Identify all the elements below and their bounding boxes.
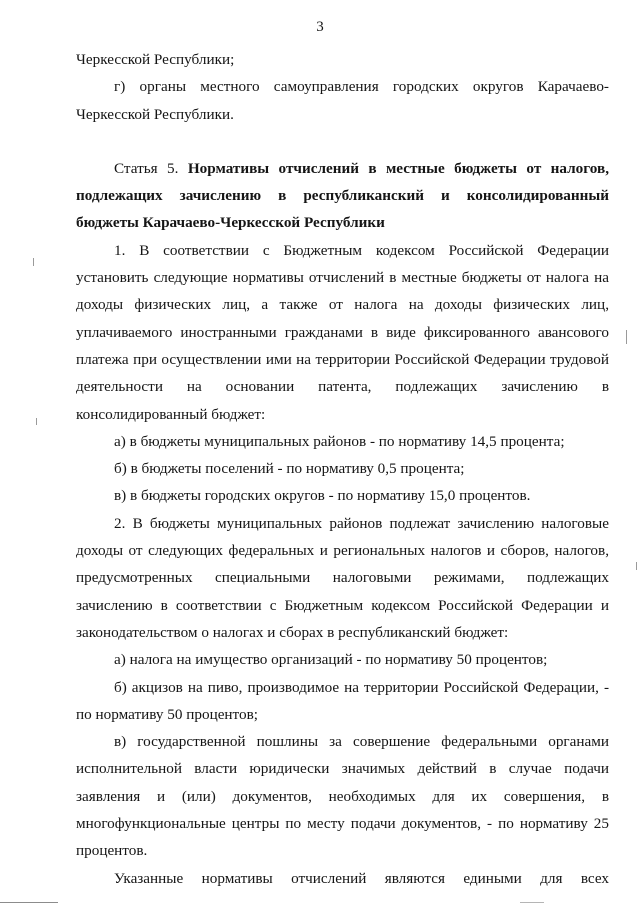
scan-mark <box>36 418 37 425</box>
paragraph-1: Черкесской Республики; <box>76 51 235 68</box>
paragraph-3: 1. В соответствии с Бюджетным кодексом Российской Федерации установить следующие нормативы отчислений в местные бюджеты от налога на доходы физических лиц, а также от налога на доходы физических лиц, уплачиваемого иностранными гражданами в виде фиксированного авансового платежа при осуществлении ими на территории Российской Федерации трудовой деятельности на основании патента, подлежащих зачислению в консолидированный бюджет: <box>76 241 609 423</box>
paragraph-5: б) в бюджеты поселений - по нормативу 0,5 процента; <box>114 460 465 478</box>
paragraph-8: а) налога на имущество организаций - по нормативу 50 процентов; <box>114 651 548 669</box>
paragraph-6: в) в бюджеты городских округов - по нормативу 15,0 процентов. <box>114 487 531 505</box>
scan-mark <box>626 338 627 344</box>
blank-line <box>76 128 609 155</box>
page-body <box>76 46 609 892</box>
article-prefix: Статья 5. <box>114 159 179 177</box>
paragraph-10: в) государственной пошлины за совершение федеральными органами исполнительной власти юридически значимых действий в случае подачи заявления и (или) документов, необходимых для их совершения, в многофункциональные центры по месту подачи документов, - по нормативу 25 процентов. <box>76 733 609 860</box>
article-title: Нормативы отчислений в местные бюджеты от налогов, подлежащих зачислению в республиканский и консолидированный бюджеты Карачаево-Черкесской Республики <box>76 159 609 232</box>
scan-edge-dash <box>520 902 544 903</box>
scan-mark <box>636 562 637 570</box>
paragraph-7: 2. В бюджеты муниципальных районов подлежат зачислению налоговые доходы от следующих федеральных и региональных налогов и сборов, налогов, предусмотренных специальными налоговыми режимами, подлежащих зачислению в соответствии с Бюджетным кодексом Российской Федерации и законодательством о налогах и сборах в республиканский бюджет: <box>76 514 609 641</box>
scan-edge-line <box>0 902 58 903</box>
page-number: 3 <box>316 19 324 35</box>
paragraph-4: а) в бюджеты муниципальных районов - по нормативу 14,5 процента; <box>114 432 565 450</box>
paragraph-11: Указанные нормативы отчислений являются едиными для всех <box>114 869 609 887</box>
scan-mark <box>33 258 34 266</box>
paragraph-9: б) акцизов на пиво, производимое на территории Российской Федерации, - по нормативу 50 процентов; <box>76 678 609 723</box>
article-heading <box>76 155 609 237</box>
paragraph-2: г) органы местного самоуправления городских округов Карачаево-Черкесской Республики. <box>76 78 609 123</box>
